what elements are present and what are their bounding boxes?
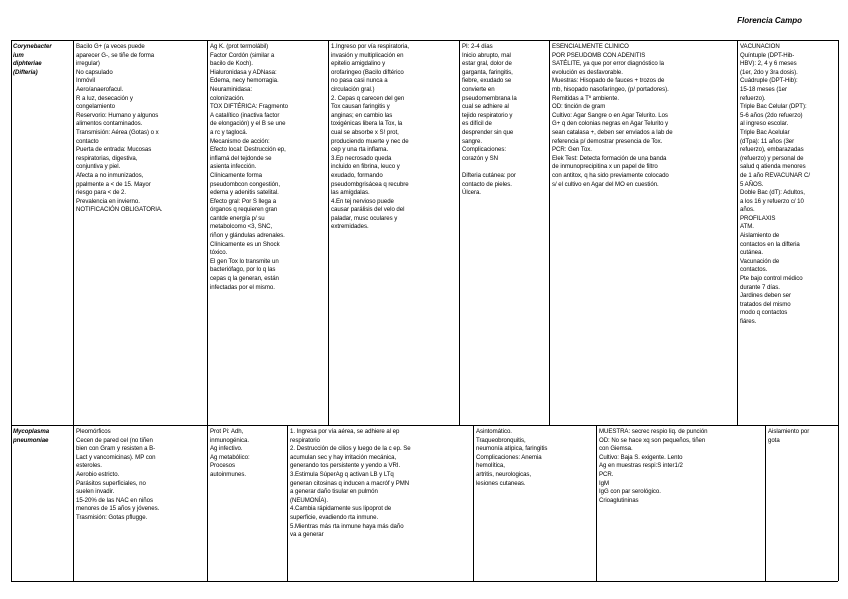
column-divider bbox=[207, 40, 208, 581]
column-divider bbox=[737, 40, 738, 426]
column-divider bbox=[73, 40, 74, 581]
table-border-left bbox=[11, 40, 12, 581]
column-divider bbox=[328, 40, 329, 426]
column-divider bbox=[549, 40, 550, 426]
clinical-cell: PI: 2-4 días Inicio abrupto, mal estar gral, dolor de garganta, faringitis, fiebre, exudado se convierte en pseudomembrana la cual se adhiere al tejido respiratorio y es difícil de desprender sin que sangre. Complicaciones: corazón y SN Difteria cutánea: por contacto de pieles. Úlcera. bbox=[462, 43, 517, 197]
pathogenesis-cell: 1. Ingresa por vía aérea, se adhiere al ep respiratorio 2. Destrucción de cilios y luego de la c ep. Se acumulan sec y hay irritación mecánica, generando tos persistente y yendo a VRI. 3.Estimula SúperAg q activan LB y LTq generan citosinas q inducen a macróf y PMN a generar daño tisular en pulmón (NEUMONÍA). 4.Cambia rápidamente sus lipoprot de superficie, evadiendo rta inmune. 5.Mientras más rta inmune haya más daño va a generar bbox=[290, 428, 411, 539]
table-border-bottom bbox=[11, 581, 838, 582]
column-divider bbox=[287, 425, 288, 581]
pathogen-name: Corynebacter ium diphteriae (Difteria) bbox=[13, 43, 52, 76]
virulence-factors-cell: Ag K. (prot termolábil) Factor Cordón (similar a bacilo de Koch). Hialuronidasa y ADNasa: Edema, necy hemorragia. Neuraminidasa: colonización. TOX DIFTÉRICA: Fragmento A catalítico (inactiva factor de elongación) y el B se une a rc y taglocá. Mecanismo de acción: Efecto local: Destrucción ep, inflamá del tejdonde se asienta infección. Clínicamente forma pseudombcon congestión, edema y adenitis satelital. Efecto gral: Por S llega a órganos q requieren gran cantde energía p/ su metabolcomo <3, SNC, riñon y glándulas adrenales. Clínicamente es un Shock tóxico. El gen Tox lo transmite un bacteriófago, por lo q las cepas q la generan, están infectadas por el mismo. bbox=[210, 43, 288, 291]
column-divider bbox=[765, 425, 766, 581]
column-divider bbox=[459, 40, 460, 426]
table-border-right bbox=[838, 40, 839, 581]
column-divider bbox=[596, 425, 597, 581]
pathogenesis-cell: 1.Ingreso por vía respiratoria, invasión y multiplicación en epitelio amigdalino y orofaringeo (Bacilo diftérico no pasa casi nunca a circulación gral.) 2. Cepas q carecen del gen Tox causan faringitis y anginas; en cambio las toxigénicas libera la Tox, la cual se absorbe x S! prot, produciendo muerte y nec de cep y una rta inflama. 3.Ep necrosado queda incluido en fibrina, leuco y exudado, formando pseudombgrisácea q recubre las amígdalas. 4.En tej nervioso puede causar parálisis del velo del paladar, musc oculares y extremidades. bbox=[331, 43, 410, 231]
column-divider bbox=[473, 425, 474, 581]
prevention-cell: VACUNACIÓN Quíntuple (DPT-Hib- HBV): 2, 4 y 6 meses (1er, 2do y 3ra dosis). Cuádruple (DPT-Hib): 15-18 meses (1er refuerzo). Triple Bac Celular (DPT): 5-6 años (2do refuerzo) al ingreso escolar. Triple Bac Acelular (dTpa): 11 años (3er refuerzo), embarazadas (refuerzo) y personal de salud q atienda menores de 1 año REVACUNAR C/ 5 AÑOS. Doble Bac (dT): Adultos, a los 16 y refuerzo c/ 10 años. PROFILAXIS ATM. Aislamiento de contactos en la difteria cutánea. Vacunación de contactos. Pte bajo control médico durante 7 días. Jardines deben ser tratados del mismo modo q contactos fiáres. bbox=[740, 43, 810, 325]
row-divider bbox=[11, 425, 838, 426]
virulence-factors-cell: Prot Pi: Adh, inmunogénica. Ag infectivo. Ag metabólico: Procesos autoinmunes. bbox=[210, 428, 250, 478]
diagnosis-cell: MUESTRA: secrec respio liq. de punción OD: No se hace xq son pequeños, tiñen con Giemsa. Cultivo: Baja S. exigente. Lento Ag en muestras respi:S inter1/2 PCR. IgM IgG con par serológico. Crioaglutininas bbox=[599, 428, 708, 504]
characteristics-cell: Pleomórficos Cecen de pared cel (no tiñen bien con Gram y resisten a B- Lact y vancomicinas). MP con esteroles. Aerobio estricto. Parásitos superficiales, no suelen invadir. 15-20% de las NAC en niños menores de 15 años y jóvenes. Trasmisión: Gotas pflugge. bbox=[76, 428, 160, 521]
table-border-top bbox=[11, 40, 838, 41]
clinical-cell: Asintomático. Traqueobronquitis, neumonía atípica, faringitis Complicaciones: Anemia hemolítica, artritis, neurologicas, lesiones cutaneas. bbox=[476, 428, 548, 487]
pathogen-name: Mycoplasma pneumoniae bbox=[13, 428, 50, 444]
prevention-cell: Aislamiento por gota bbox=[768, 428, 810, 444]
characteristics-cell: Bacilo G+ (a veces puede aparecer G-, se tiñe de forma irregular) No capsulado Inmóvil Aero/anaerofacul. R a luz, desecación y congelamiento Reservorio: Humano y algunos alimentos contaminados. Transmisión: Aérea (Gotas) o x contacto Puerta de entrada: Mucosas respiratorias, digestiva, conjuntiva y piel. Afecta a no inmunizados, ppalmente a < de 15. Mayor riesgo para < de 2. Prevalencia en invierno. NOTIFICACIÓN OBLIGATORIA. bbox=[76, 43, 163, 214]
diagnosis-cell: ESENCIALMENTE CLÍNICO POR PSEUDOMB CON ADENITIS SATÉLITE, ya que por error diagnóstico la evolución es desfavorable. Muestras: Hisopado de fauces + trozos de mb, hisopado nasofaríngeo, (p/ portadores). Remitidas a Tº ambiente. OD: tinción de gram Cultivo: Agar Sangre o en Agar Telurito. Los G+ q den colonias negras en Agar Telurito y sean catalasa +, deben ser enviados a lab de referencia p/ demostrar presencia de Tox. PCR: Gen Tox. Elek Test: Detecta formación de una banda de inmunoprecipitina x un papel de filtro con antitox, q ha sido previamente colocado s/ el cultivo en Agar del MO en cuestión. bbox=[552, 43, 673, 188]
author-name: Florencia Campo bbox=[737, 16, 802, 25]
